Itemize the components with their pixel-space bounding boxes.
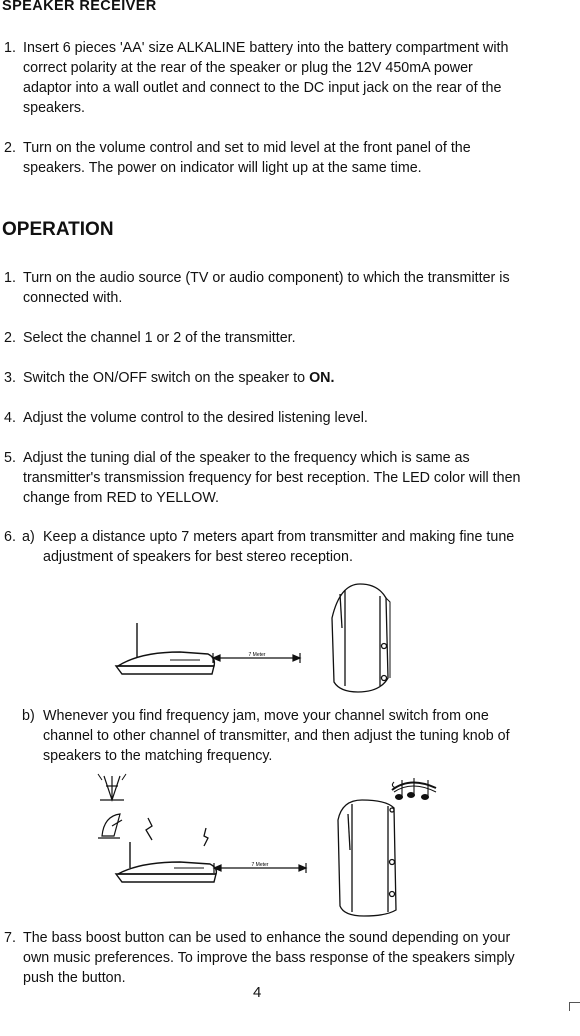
page-number: 4: [253, 984, 262, 1001]
speaker-icon: [338, 800, 396, 916]
step-number: 5.: [4, 450, 16, 466]
speaker-receiver-title: SPEAKER RECEIVER: [2, 0, 157, 14]
sub-label: b): [22, 708, 35, 724]
sub-text: Keep a distance upto 7 meters apart from transmitter and making fine tune adjustment of speakers for best stereo reception.: [43, 529, 515, 565]
music-notes-icon: [392, 778, 436, 799]
transmitter-icon: [116, 842, 216, 882]
step-text: Turn on the audio source (TV or audio component) to which the transmitter is connected with.: [23, 270, 510, 306]
step-number: 1.: [4, 270, 16, 286]
on-emphasis: ON.: [309, 370, 335, 386]
radio-tower-icon: [98, 774, 126, 800]
interference-signal-icon: [146, 818, 208, 846]
step-text: Switch the ON/OFF switch on the speaker to ON.: [23, 370, 335, 386]
distance-illustration: [100, 578, 420, 698]
step-text: Insert 6 pieces 'AA' size ALKALINE battery into the battery compartment with correct polarity at the rear of the speaker or plug the 12V 450mA power adaptor into a wall outlet and connect to the DC input jack on the rear of the speakers.: [23, 40, 509, 116]
step-text: Adjust the volume control to the desired listening level.: [23, 410, 368, 426]
distance-label: 7 Meter: [251, 862, 269, 868]
step-number: 6.: [4, 529, 16, 545]
step-text: Select the channel 1 or 2 of the transmitter.: [23, 330, 296, 346]
operation-title: OPERATION: [2, 219, 114, 240]
step-number: 1.: [4, 40, 16, 56]
speaker-icon: [332, 584, 390, 692]
step-number: 7.: [4, 930, 16, 946]
page-edge-mark: [569, 1002, 580, 1011]
step-text: The bass boost button can be used to enhance the sound depending on your own music preferences. To improve the bass response of the speakers simply push the button.: [23, 930, 515, 986]
step-text: Turn on the volume control and set to mid level at the front panel of the speakers. The power on indicator will light up at the same time.: [23, 140, 471, 176]
satellite-dish-icon: [98, 814, 122, 838]
distance-label: 7 Meter: [248, 652, 266, 658]
transmitter-icon: [116, 623, 214, 674]
sub-label: a): [22, 529, 35, 545]
step-number: 3.: [4, 370, 16, 386]
step-number: 4.: [4, 410, 16, 426]
frequency-jam-illustration: [90, 770, 440, 920]
step-text: Adjust the tuning dial of the speaker to the frequency which is same as transmitter's transmission frequency for best reception. The LED color will then change from RED to YELLOW.: [23, 450, 521, 506]
sub-text: Whenever you find frequency jam, move your channel switch from one channel to other channel of transmitter, and then adjust the tuning knob of speakers to the matching frequency.: [43, 708, 510, 764]
step-number: 2.: [4, 330, 16, 346]
step-number: 2.: [4, 140, 16, 156]
